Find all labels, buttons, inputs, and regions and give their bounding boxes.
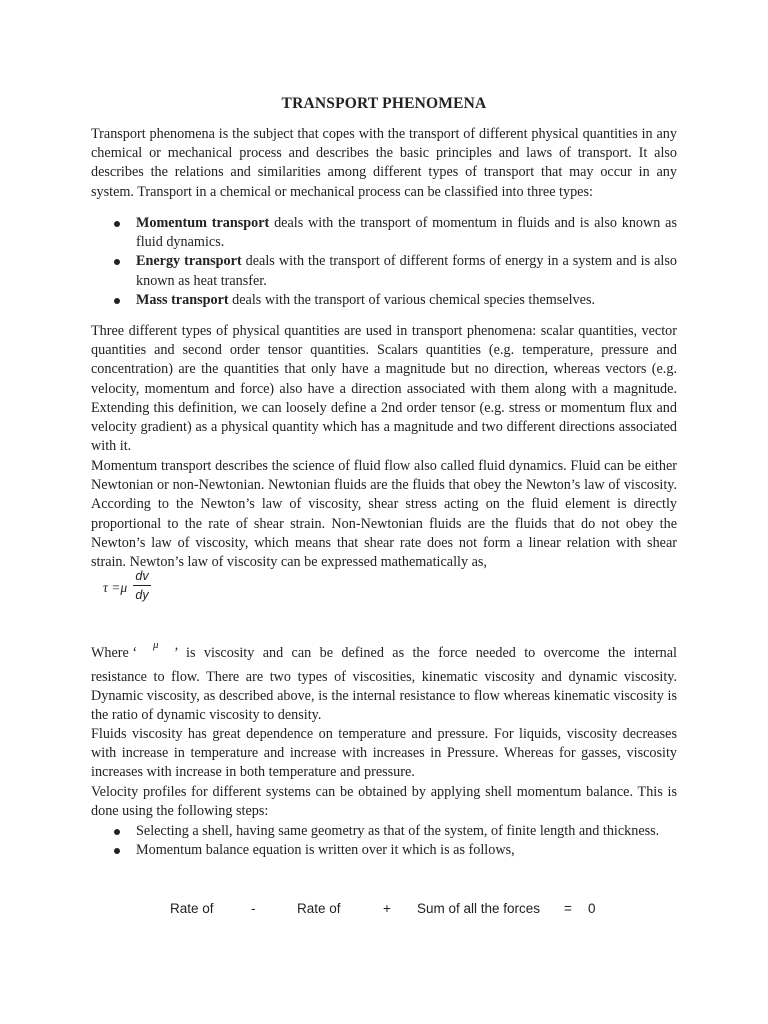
balance-term-1: Rate of (170, 901, 214, 916)
balance-term-3: Sum of all the forces (417, 901, 541, 916)
where-prefix: Where ‘ (91, 645, 138, 661)
list-item-term: Energy transport (136, 253, 242, 270)
equation-denominator: dy (135, 588, 149, 602)
bullet-icon (114, 829, 120, 835)
viscosity-paragraph: resistance to flow. There are two types of viscosities, kinematic viscosity and dynamic viscosity. Dynamic viscosity, as described above, is the internal resistance to flow whereas kinematic viscosity is the ratio of dynamic viscosity to density. (91, 669, 677, 724)
equation-numerator: dv (135, 569, 149, 583)
momentum-paragraph: Momentum transport describes the science of fluid flow also called fluid dynamics. Fluid can be either Newtonian or non-Newtonian. Newtonian fluids are the fluids that obey the Newton’s law of viscosity. According to the Newton’s law of viscosity, shear stress acting on the fluid element is directly proportional to the rate of shear strain. Non-Newtonian fluids are the fluids that do not obey the Newton’s law of viscosity, which means that shear rate does not form a linear relation with shear strain. Newton’s law of viscosity can be expressed mathematically as, (91, 458, 677, 571)
viscosity-equation (103, 569, 149, 602)
transport-types-list (110, 214, 677, 310)
list-item (110, 252, 677, 290)
bullet-icon (114, 221, 120, 227)
list-item-text: Selecting a shell, having same geometry as that of the system, of finite length and thickness. (136, 823, 660, 839)
balance-operator-plus: + (383, 901, 391, 916)
bullet-icon (114, 259, 120, 265)
fraction-bar (133, 585, 151, 586)
document-title: TRANSPORT PHENOMENA (281, 95, 487, 112)
fluids-paragraph: Fluids viscosity has great dependence on temperature and pressure. For liquids, viscosity decreases with increase in temperature and increase with increases in Pressure. Whereas for gasses, viscosity increases with increase in both temperature and pressure. (91, 726, 677, 781)
mu-symbol: μ (153, 639, 159, 651)
profiles-paragraph: Velocity profiles for different systems can be obtained by applying shell momentum balance. This is done using the following steps: (91, 784, 677, 820)
equation-fraction (133, 569, 151, 602)
balance-operator-minus: - (251, 901, 256, 916)
intro-paragraph: Transport phenomena is the subject that copes with the transport of different physical quantities in any chemical or mechanical process and describes the basic principles and laws of transport. It also describes the relations and similarities among different types of transport that may occur in any system. Transport in a chemical or mechanical process can be classified into three types: (91, 126, 677, 200)
list-item (110, 822, 677, 841)
list-item (110, 841, 677, 860)
list-item (110, 214, 677, 252)
list-item-text: deals with the transport of different forms of energy in a system and is also known as heat transfer. (136, 253, 677, 289)
balance-term-2: Rate of (297, 901, 341, 916)
list-item-text: deals with the transport of momentum in fluids and is also known as fluid dynamics. (136, 215, 677, 251)
steps-list (110, 822, 677, 860)
list-item-term: Momentum transport (136, 215, 270, 231)
list-item-text: deals with the transport of various chemical species themselves. (228, 291, 596, 308)
balance-rhs: 0 (588, 901, 596, 916)
quantities-paragraph: Three different types of physical quantities are used in transport phenomena: scalar quantities, vector quantities and second order tensor quantities. Scalars quantities (e.g. temperature, pressure and concentration) are the quantities that only have a magnitude but no direction, whereas vectors (e.g. velocity, momentum and force) also have a direction associated with them along with a magnitude. Extending this definition, we can loosely define a 2nd order tensor (e.g. stress or momentum flux and velocity gradient) as a physical quantity which has a magnitude and two different directions associated with it. (91, 323, 677, 455)
bullet-icon (114, 848, 120, 854)
balance-equals: = (564, 901, 572, 916)
list-item (110, 291, 677, 310)
list-item-term: Mass transport (136, 291, 229, 308)
bullet-icon (114, 298, 120, 304)
list-item-text: Momentum balance equation is written over it which is as follows, (136, 842, 515, 859)
where-suffix: ’ is viscosity and can be defined as the force needed to overcome the internal (174, 645, 677, 661)
equation-lhs: τ =μ (103, 580, 128, 595)
